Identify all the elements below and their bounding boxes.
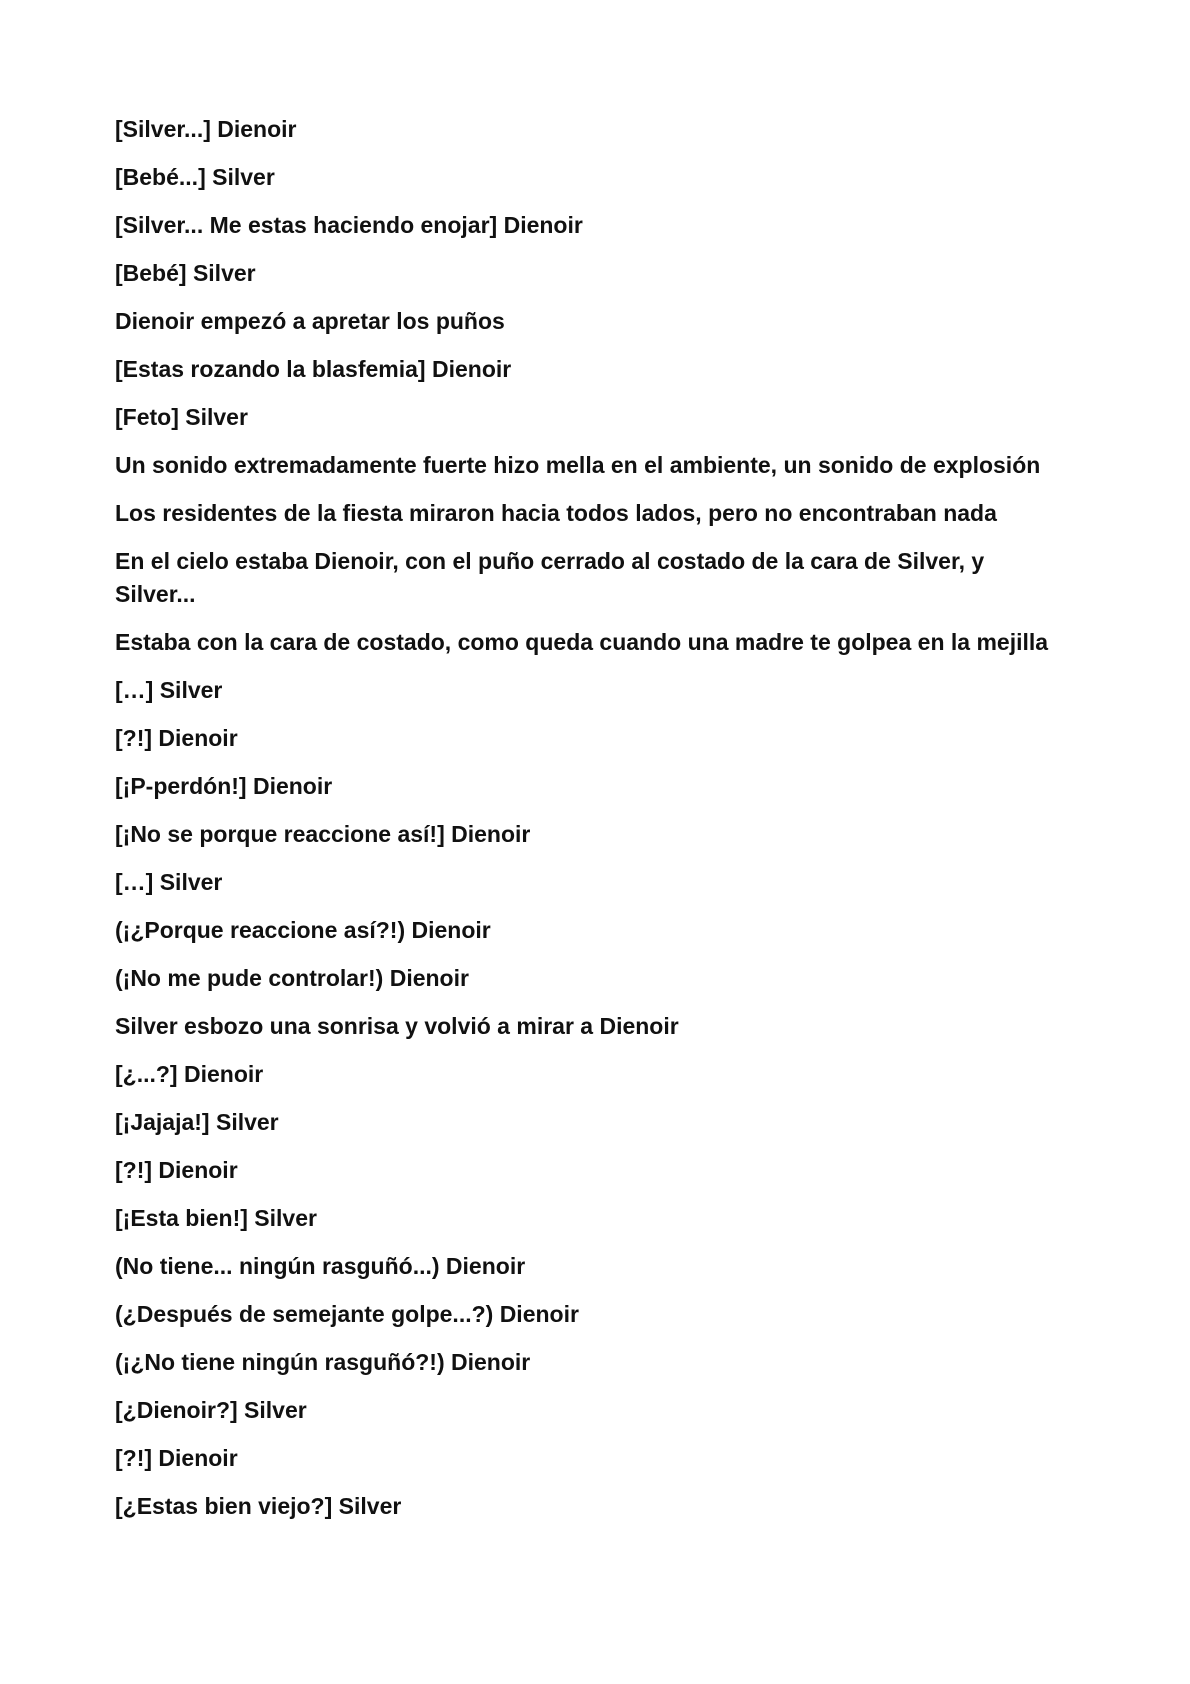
paragraph: [Silver... Me estas haciendo enojar] Dienoir [115, 212, 583, 238]
paragraph: […] Silver [115, 869, 223, 895]
paragraph: [Bebé] Silver [115, 260, 256, 286]
paragraph: [¡Esta bien!] Silver [115, 1205, 317, 1231]
paragraph: En el cielo estaba Dienoir, con el puño cerrado al costado de la cara de Silver, y Silver... [115, 548, 985, 607]
paragraph: Dienoir empezó a apretar los puños [115, 308, 505, 334]
paragraph: (¿Después de semejante golpe...?) Dienoir [115, 1301, 579, 1327]
paragraph: [¡No se porque reaccione así!] Dienoir [115, 821, 531, 847]
paragraph: [?!] Dienoir [115, 1157, 238, 1183]
paragraph: (¡¿No tiene ningún rasguñó?!) Dienoir [115, 1349, 531, 1375]
paragraph: (No tiene... ningún rasguñó...) Dienoir [115, 1253, 526, 1279]
paragraph: [¿Dienoir?] Silver [115, 1397, 307, 1423]
paragraph: Un sonido extremadamente fuerte hizo mella en el ambiente, un sonido de explosión [115, 452, 1041, 478]
paragraph: (¡¿Porque reaccione así?!) Dienoir [115, 917, 491, 943]
paragraph: [¿...?] Dienoir [115, 1061, 264, 1087]
paragraph: Los residentes de la fiesta miraron hacia todos lados, pero no encontraban nada [115, 500, 997, 526]
paragraph: [¡Jajaja!] Silver [115, 1109, 279, 1135]
paragraph: [Feto] Silver [115, 404, 248, 430]
paragraph: [?!] Dienoir [115, 1445, 238, 1471]
paragraph: […] Silver [115, 677, 223, 703]
paragraph: [¿Estas bien viejo?] Silver [115, 1493, 402, 1519]
paragraph: Silver esbozo una sonrisa y volvió a mirar a Dienoir [115, 1013, 679, 1039]
paragraph: [Silver...] Dienoir [115, 116, 297, 142]
paragraph: (¡No me pude controlar!) Dienoir [115, 965, 469, 991]
paragraph: [Bebé...] Silver [115, 164, 275, 190]
paragraph: Estaba con la cara de costado, como queda cuando una madre te golpea en la mejilla [115, 629, 1049, 655]
paragraph: [?!] Dienoir [115, 725, 238, 751]
paragraph: [Estas rozando la blasfemia] Dienoir [115, 356, 512, 382]
paragraph: [¡P-perdón!] Dienoir [115, 773, 333, 799]
